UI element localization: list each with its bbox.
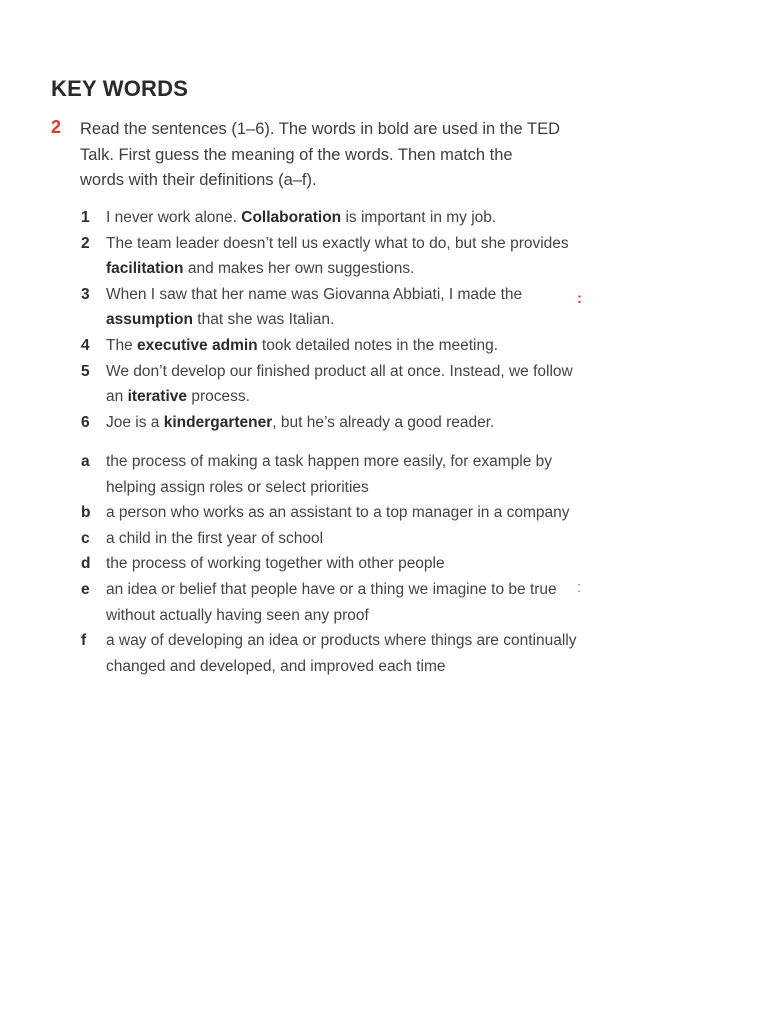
sentence-text: process.: [187, 388, 250, 406]
sentence-number: 4: [81, 336, 90, 354]
definition-text: a person who works as an assistant to a top manager in a company: [106, 504, 570, 522]
sentence-text: I never work alone.: [106, 209, 242, 226]
sentence-text: Joe is a: [106, 413, 164, 431]
definition-text: a child in the first year of school: [106, 529, 324, 547]
definition-item: [79, 577, 582, 628]
key-word: kindergartener: [163, 413, 273, 431]
sentence-number: 6: [81, 413, 90, 431]
definition-text: an idea or belief that people have or a thing we imagine to be true without actually having seen any proof: [106, 580, 557, 624]
sentence-text: The team leader doesn’t tell us exactly what to do, but she provides: [106, 234, 569, 252]
sentence-item: [79, 333, 579, 359]
sentence-number: 3: [81, 285, 90, 303]
sentence-text: that she was Italian.: [192, 311, 335, 329]
definition-text: the process of making a task happen more easily, for example by helping assign roles or select priorities: [106, 453, 552, 496]
definition-letter: f: [81, 632, 87, 650]
definition-item: [79, 551, 579, 577]
sentence-item: [79, 205, 579, 231]
key-word: iterative: [127, 388, 188, 406]
definition-list: [79, 449, 582, 679]
definition-text: a way of developing an idea or products where things are continually changed and developed, and improved each time: [106, 632, 577, 675]
sentence-text: We don’t develop our finished product all at once. Instead, we follow an: [106, 362, 573, 406]
sentence-number: 5: [81, 362, 90, 380]
sentence-text: is important in my job.: [341, 209, 497, 226]
sentence-number: 2: [81, 234, 90, 252]
definition-item: [79, 500, 579, 526]
sentence-list: [79, 205, 579, 435]
sentence-number: 1: [81, 209, 90, 226]
sentence-text: took detailed notes in the meeting.: [257, 336, 499, 354]
sentence-item: [79, 231, 579, 282]
definition-item: [79, 526, 579, 552]
definition-letter: d: [81, 555, 91, 573]
exercise-number: 2: [51, 117, 62, 137]
definition-letter: c: [81, 529, 90, 547]
instructions-text: Read the sentences (1–6). The words in bold are used in the TED Talk. First guess the meaning of the words. Then match the words with their definitions (a–f).: [80, 120, 561, 189]
sentence-item: [79, 410, 579, 436]
key-word: assumption: [106, 311, 193, 329]
key-word: executive admin: [137, 336, 258, 354]
sentence-item: [79, 282, 579, 333]
definition-letter: a: [81, 453, 90, 470]
key-word: Collaboration: [241, 209, 342, 226]
margin-mark: :: [577, 290, 582, 307]
sentence-text: The: [106, 336, 138, 354]
definition-letter: e: [81, 580, 90, 598]
sentence-text: , but he’s already a good reader.: [272, 413, 495, 431]
definition-item: [79, 628, 579, 679]
section-heading: KEY WORDS: [51, 76, 189, 101]
definition-text: the process of working together with other people: [106, 555, 445, 573]
sentence-item: [79, 359, 579, 410]
margin-mark: :: [577, 579, 582, 596]
definition-letter: b: [81, 504, 91, 522]
key-word: facilitation: [106, 260, 184, 278]
sentence-text: When I saw that her name was Giovanna Abbiati, I made the: [106, 285, 523, 303]
definition-item: [79, 449, 579, 500]
sentence-text: and makes her own suggestions.: [183, 260, 415, 278]
